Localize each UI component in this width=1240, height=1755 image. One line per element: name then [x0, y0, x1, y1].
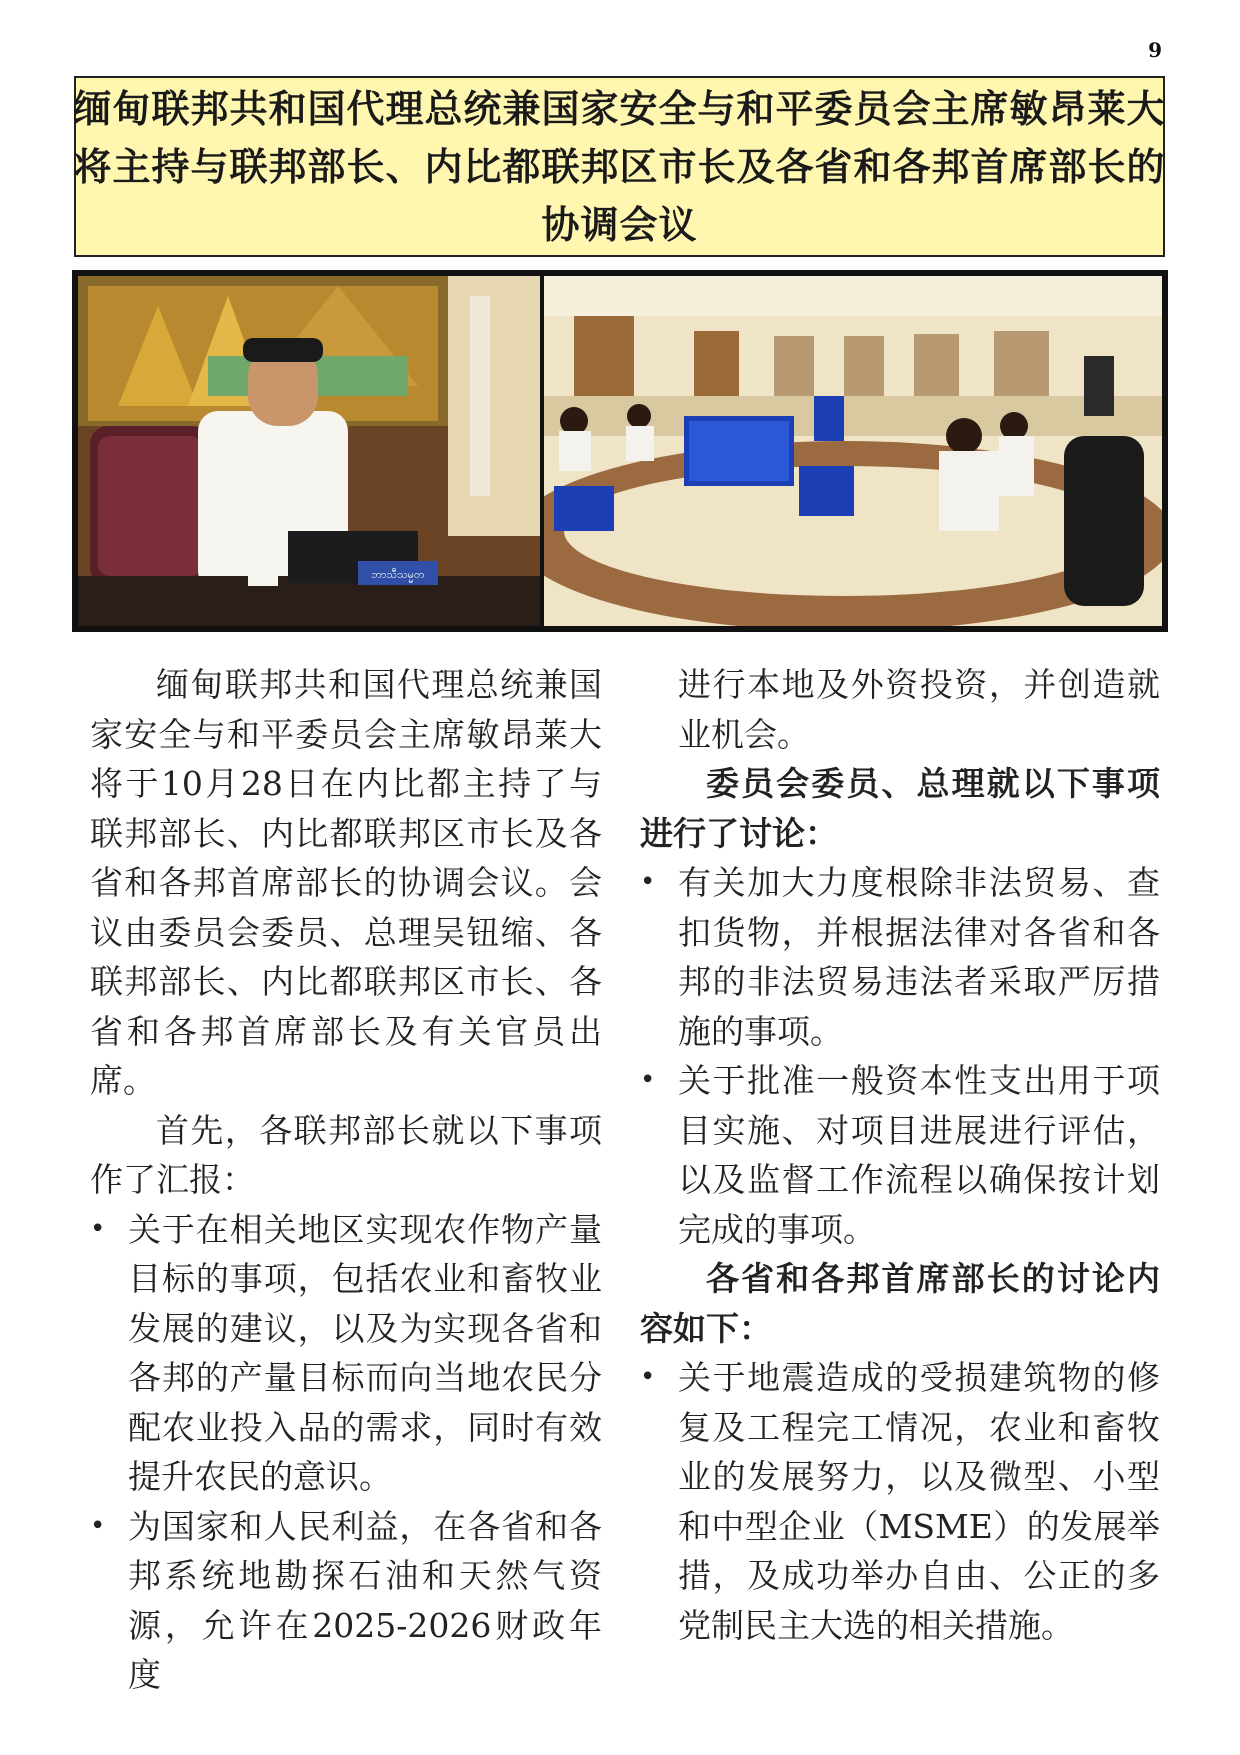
nameplate-text: ဘာသီသမ္မတ [371, 568, 425, 581]
article-title [74, 76, 1165, 257]
intro-paragraph: 缅甸联邦共和国代理总统兼国家安全与和平委员会主席敏昂莱大将于10月28日在内比都主持了与联邦部长、内比都联邦区市长及各省和各邦首席部长的协调会议。会议由委员会委员、总理吴钮缩、各联邦部长、内比都联邦区市长、各省和各邦首席部长及有关官员出席。 [90, 665, 602, 1100]
discussion-heading: 委员会委员、总理就以下事项进行了讨论： [640, 764, 1160, 853]
title-line-1: 缅甸联邦共和国代理总统兼国家安全与和平委员会主席敏昂莱大 [73, 85, 1166, 131]
report-item-2-continuation: 进行本地及外资投资，并创造就业机会。 [678, 665, 1160, 754]
report-item-2: • 为国家和人民利益，在各省和各邦系统地勘探石油和天然气资源，允许在2025-2026财政年度 [90, 1502, 602, 1700]
page-number: 9 [1148, 38, 1162, 62]
discussion-item-2: • 关于批准一般资本性支出用于项目实施、对项目进展进行评估，以及监督工作流程以确保按计划完成的事项。 [640, 1056, 1160, 1254]
discussion-item-1: • 有关加大力度根除非法贸易、查扣货物，并根据法律对各省和各邦的非法贸易违法者采取严厉措施的事项。 [640, 858, 1160, 1056]
chairman-speaking-illustration [78, 276, 540, 626]
chief-ministers-item-1: • 关于地震造成的受损建筑物的修复及工程完工情况，农业和畜牧业的发展努力，以及微型、小型和中型企业（MSME）的发展举措，及成功举办自由、公正的多党制民主大选的相关措施。 [640, 1353, 1160, 1650]
photo-strip [72, 270, 1168, 632]
left-column [90, 660, 602, 1700]
title-line-3: 协调会议 [541, 201, 698, 247]
right-column [640, 660, 1160, 1650]
meeting-room-illustration [544, 276, 1162, 626]
report-item-1: • 关于在相关地区实现农作物产量目标的事项，包括农业和畜牧业发展的建议，以及为实现各省和各邦的产量目标而向当地农民分配农业投入品的需求，同时有效提升农民的意识。 [90, 1205, 602, 1502]
title-line-2: 将主持与联邦部长、内比都联邦区市长及各省和各邦首席部长的 [73, 143, 1166, 189]
meeting-room-photo [544, 276, 1162, 626]
chairman-speaking-photo [78, 276, 540, 626]
chief-ministers-heading: 各省和各邦首席部长的讨论内容如下： [640, 1259, 1160, 1348]
report-intro: 首先，各联邦部长就以下事项作了汇报： [90, 1110, 602, 1199]
